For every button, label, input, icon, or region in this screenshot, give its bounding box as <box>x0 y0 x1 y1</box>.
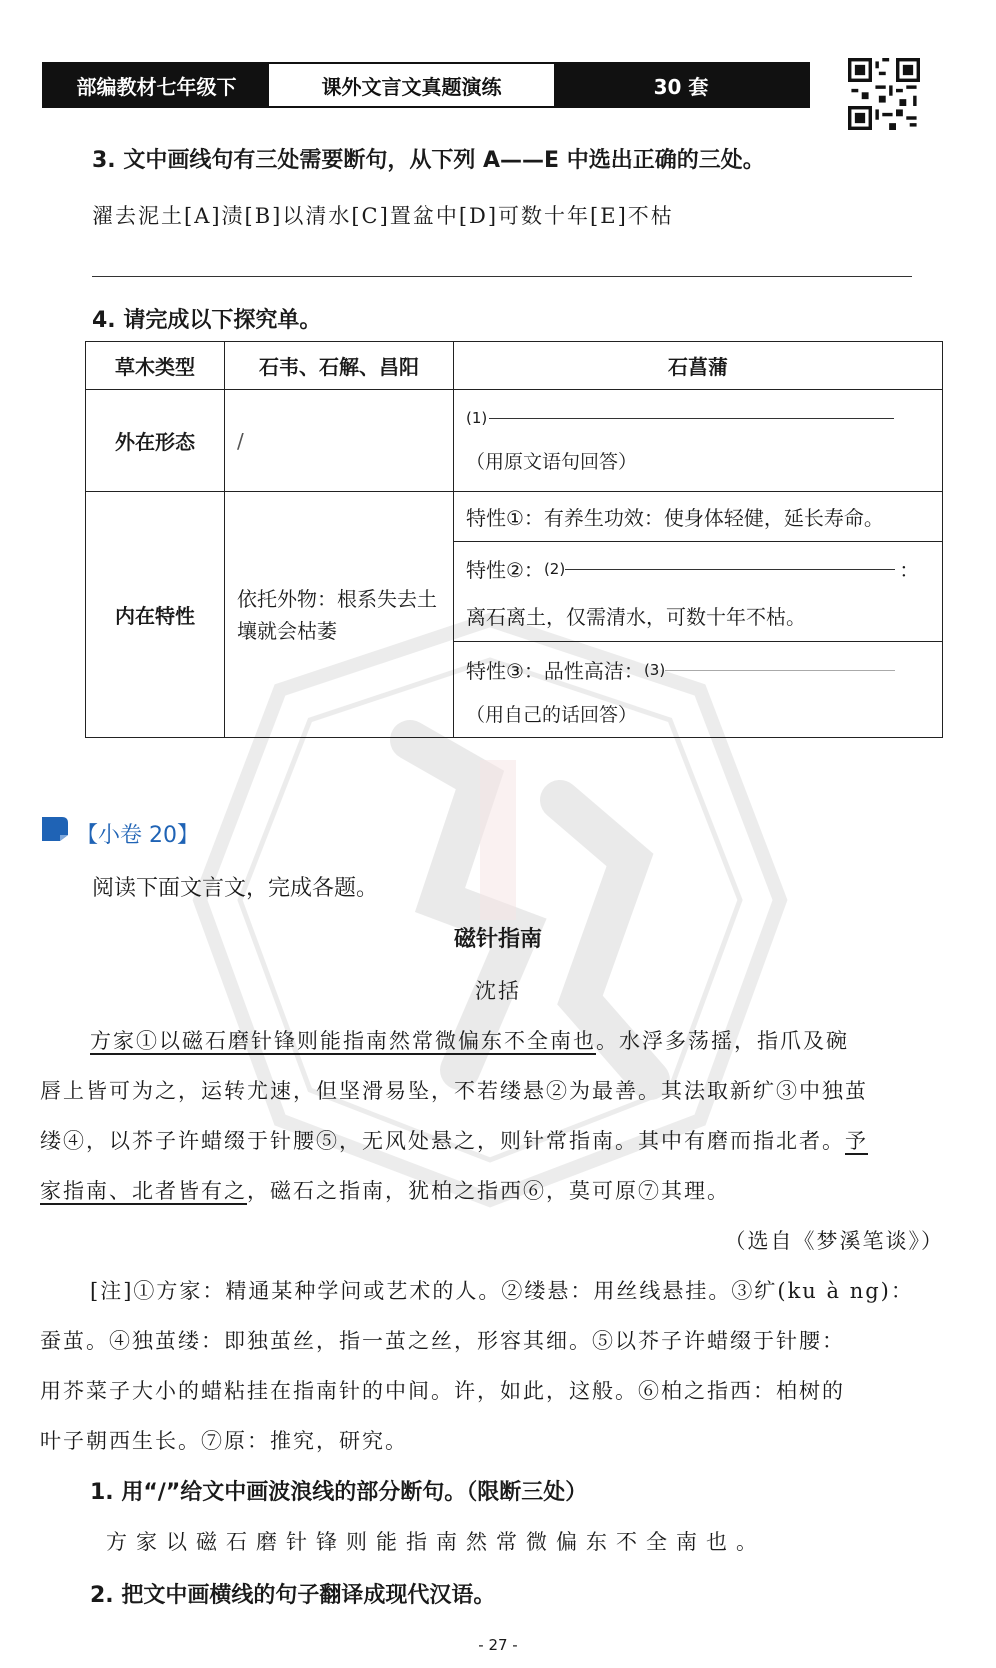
blank-1-number: (1) <box>466 408 488 427</box>
reading-instruction: 阅读下面文言文，完成各题。 <box>92 876 379 901</box>
question-4-prompt: 4. 请完成以下探究单。 <box>92 308 322 333</box>
appearance-calamus-cell <box>454 390 943 492</box>
passage-underlined-segment: 家指南、北者皆有之 <box>40 1179 247 1203</box>
page-number: - 27 - <box>478 1636 518 1654</box>
trait-3-cell <box>454 642 943 738</box>
trait-2-rest: 离石离土，仅需清水，可数十年不枯。 <box>466 605 806 629</box>
question-1-prompt: 1. 用“/”给文中画波浪线的部分断句。（限断三处） <box>90 1480 588 1505</box>
passage-line-2: 唇上皆可为之，运转尤速，但坚滑易坠，不若缕悬②为最善。其法取新纩③中独茧 <box>40 1079 868 1103</box>
note-line-2: 蚕茧。④独茧缕：即独茧丝，指一茧之丝，形容其细。⑤以芥子许蜡缀于针腰： <box>40 1329 845 1353</box>
table-header-calamus: 石菖蒲 <box>454 342 943 390</box>
trait-2-cell <box>454 542 943 642</box>
header-grade: 部编教材七年级下 <box>44 64 269 106</box>
blank-3-number: (3) <box>643 660 666 679</box>
header-title: 课外文言文真题演练 <box>269 64 554 106</box>
blank-1-line[interactable] <box>489 417 894 419</box>
note-line-3: 用芥菜子大小的蜡粘挂在指南针的中间。许，如此，这般。⑥柏之指西：柏树的 <box>40 1379 845 1403</box>
blank-2-line[interactable] <box>565 568 895 570</box>
note-line-4: 叶子朝西生长。⑦原：推究，研究。 <box>40 1429 408 1453</box>
passage-line-1: 方家①以磁石磨针锋则能指南然常微偏东不全南也。水浮多荡摇，指爪及碗 <box>90 1029 849 1053</box>
table-header-type: 草木类型 <box>86 342 225 390</box>
appearance-plants-cell: / <box>225 390 454 492</box>
inquiry-table <box>85 341 943 738</box>
passage-underlined-start: 予 <box>845 1129 868 1153</box>
answer-line <box>92 276 912 277</box>
passage-author: 沈括 <box>475 979 521 1003</box>
passage-title: 磁针指南 <box>453 927 542 952</box>
table-header-plants: 石韦、石解、昌阳 <box>225 342 454 390</box>
note-line-1: [注]①方家：精通某种学问或艺术的人。②缕悬：用丝线悬挂。③纩(ku à ng)： <box>90 1279 914 1303</box>
question-3-sentence: 濯去泥土[A]渍[B]以清水[C]置盆中[D]可数十年[E]不枯 <box>92 204 674 228</box>
header-bar <box>42 62 810 108</box>
blank-2-number: (2) <box>543 559 566 578</box>
trait-2-colon: ： <box>899 558 920 582</box>
section-label: 【小卷 20】 <box>76 823 199 848</box>
passage-wavy-segment: 方家①以磁石磨针锋则能指南然常微偏东不全南也 <box>90 1029 596 1053</box>
nature-plants-cell: 依托外物：根系失去土壤就会枯萎 <box>225 492 454 738</box>
passage-source: （选自《梦溪笔谈》） <box>724 1229 944 1253</box>
trait-1-cell: 特性①：有养生功效：使身体轻健，延长寿命。 <box>454 492 943 542</box>
trait-2-prefix: 特性②： <box>466 558 544 582</box>
passage-line-3: 缕④，以芥子许蜡缀于针腰⑤，无风处悬之，则针常指南。其中有磨而指北者。予 <box>40 1129 868 1153</box>
question-2-prompt: 2. 把文中画横线的句子翻译成现代汉语。 <box>90 1583 496 1608</box>
row-label-nature: 内在特性 <box>86 492 225 738</box>
trait-3-prefix: 特性③：品性高洁： <box>466 659 644 683</box>
row-label-appearance: 外在形态 <box>86 390 225 492</box>
header-set-count: 30 套 <box>554 64 808 106</box>
blank-3-line[interactable] <box>665 669 895 671</box>
trait-3-hint: （用自己的话回答） <box>466 704 638 726</box>
bookmark-icon <box>40 815 70 843</box>
question-3-prompt: 3. 文中画线句有三处需要断句，从下列 A——E 中选出正确的三处。 <box>92 148 765 173</box>
passage-line-4: 家指南、北者皆有之，磁石之指南，犹柏之指西⑥，莫可原⑦其理。 <box>40 1179 730 1203</box>
question-1-sentence: 方家以磁石磨针锋则能指南然常微偏东不全南也。 <box>106 1530 766 1554</box>
qr-code-icon <box>848 58 920 130</box>
blank-1-hint: （用原文语句回答） <box>466 451 638 473</box>
